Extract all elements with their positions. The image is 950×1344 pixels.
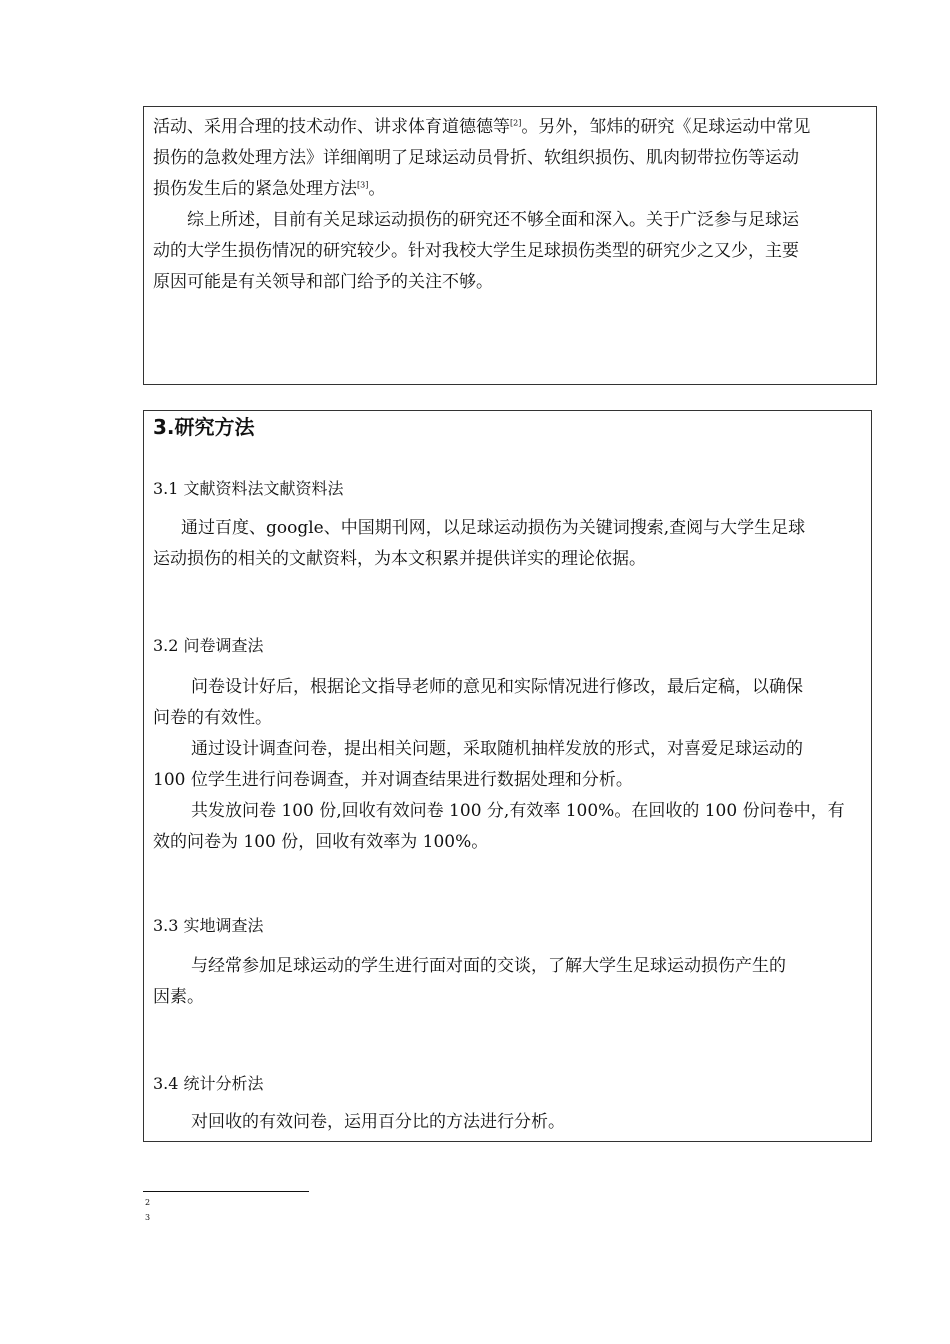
paragraph-line: 动的大学生损伤情况的研究较少。针对我校大学生足球损伤类型的研究少之又少，主要 bbox=[153, 241, 799, 261]
paragraph-line: 问卷的有效性。 bbox=[153, 708, 272, 728]
paragraph-line: 共发放问卷 100 份,回收有效问卷 100 分,有效率 100%。在回收的 100 份问卷中，有 bbox=[191, 801, 845, 821]
footnote-3: 3 bbox=[145, 1213, 151, 1222]
section-title: 3.研究方法 bbox=[153, 415, 255, 439]
paragraph-line: 综上所述，目前有关足球运动损伤的研究还不够全面和深入。关于广泛参与足球运 bbox=[187, 210, 799, 230]
subsection-heading: 3.3 实地调查法 bbox=[153, 916, 264, 935]
subsection-heading: 3.4 统计分析法 bbox=[153, 1074, 264, 1093]
paragraph-line: 对回收的有效问卷，运用百分比的方法进行分析。 bbox=[191, 1112, 565, 1132]
paragraph-line: 损伤的急救处理方法》详细阐明了足球运动员骨折、软组织损伤、肌肉韧带拉伤等运动 bbox=[153, 148, 799, 168]
paragraph-line: 问卷设计好后，根据论文指导老师的意见和实际情况进行修改，最后定稿，以确保 bbox=[191, 677, 803, 697]
paragraph-line: 通过设计调查问卷，提出相关问题，采取随机抽样发放的形式，对喜爱足球运动的 bbox=[191, 739, 803, 759]
paragraph-line: 活动、采用合理的技术动作、讲求体育道德德等[2]。另外，邹炜的研究《足球运动中常见 bbox=[153, 117, 811, 137]
reference-marker: [3] bbox=[357, 180, 369, 190]
reference-marker: [2] bbox=[510, 118, 522, 128]
footnote-2: 2 bbox=[145, 1198, 151, 1207]
subsection-heading: 3.2 问卷调查法 bbox=[153, 636, 264, 655]
paragraph-line: 运动损伤的相关的文献资料，为本文积累并提供详实的理论依据。 bbox=[153, 549, 646, 569]
paragraph-line: 原因可能是有关领导和部门给予的关注不够。 bbox=[153, 272, 493, 292]
subsection-heading: 3.1 文献资料法文献资料法 bbox=[153, 479, 344, 498]
footnote-rule bbox=[143, 1191, 309, 1192]
paragraph-line: 100 位学生进行问卷调查，并对调查结果进行数据处理和分析。 bbox=[153, 770, 633, 790]
paragraph-line: 因素。 bbox=[153, 987, 204, 1007]
paragraph-line: 与经常参加足球运动的学生进行面对面的交谈，了解大学生足球运动损伤产生的 bbox=[191, 956, 786, 976]
paragraph-line: 通过百度、google、中国期刊网，以足球运动损伤为关键词搜索,查阅与大学生足球 bbox=[181, 518, 806, 538]
paragraph-line: 损伤发生后的紧急处理方法[3]。 bbox=[153, 179, 386, 199]
paragraph-line: 效的问卷为 100 份，回收有效率为 100%。 bbox=[153, 832, 489, 852]
